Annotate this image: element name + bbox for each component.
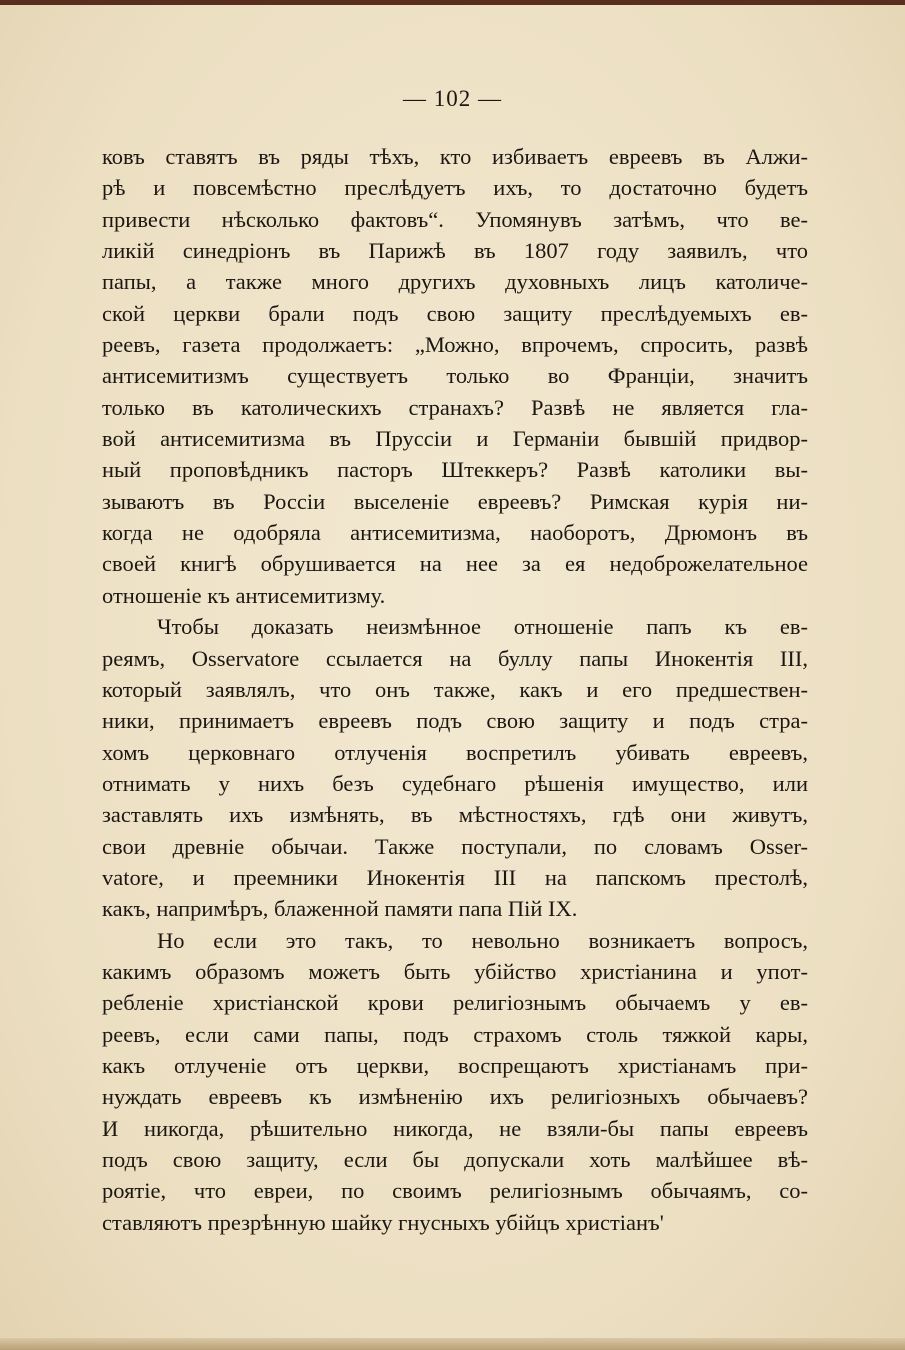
paragraph <box>102 925 808 1238</box>
text-line: папы, а также много другихъ духовныхъ лицъ католиче- <box>102 269 808 295</box>
text-line: вой антисемитизма въ Пруссіи и Германіи бывшій придвор- <box>102 426 808 452</box>
text-line: заставлять ихъ измѣнять, въ мѣстностяхъ, гдѣ они живутъ, <box>102 802 808 828</box>
text-line: отношеніе къ антисемитизму. <box>102 582 386 608</box>
text-line: Но если это такъ, то невольно возникаетъ вопросъ, <box>157 927 808 953</box>
text-line: какъ, напримѣръ, блаженной памяти папа Пій IX. <box>102 896 578 922</box>
text-line: своей книгѣ обрушивается на нее за ея недоброжелательное <box>102 551 808 577</box>
text-line: ликій синедріонъ въ Парижѣ въ 1807 году заявилъ, что <box>102 238 808 264</box>
text-line: привести нѣсколько фактовъ“. Упомянувъ затѣмъ, что ве- <box>102 206 808 232</box>
text-line: И никогда, рѣшительно никогда, не взяли-бы папы евреевъ <box>102 1115 808 1141</box>
text-line: ковъ ставятъ въ ряды тѣхъ, кто избиваетъ евреевъ въ Алжи- <box>102 144 808 169</box>
page-bottom-edge <box>0 1338 905 1350</box>
text-line: подъ свою защиту, если бы допускали хоть малѣйшее вѣ- <box>102 1147 808 1172</box>
page-top-edge <box>0 0 905 5</box>
body-text <box>102 141 808 1238</box>
text-line: зываютъ въ Россіи выселеніе евреевъ? Римская курія ни- <box>102 488 808 514</box>
text-line: хомъ церковнаго отлученія воспретилъ убивать евреевъ, <box>102 739 808 765</box>
text-line: ской церкви брали подъ свою защиту преслѣдуемыхъ ев- <box>102 300 808 326</box>
text-line: нуждать евреевъ къ измѣненію ихъ религіозныхъ обычаевъ? <box>102 1084 808 1110</box>
text-line: реевъ, если сами папы, подъ страхомъ столь тяжкой кары, <box>102 1021 808 1047</box>
text-line: роятіе, что евреи, по своимъ религіознымъ обычаямъ, со- <box>102 1178 808 1204</box>
text-line: свои древніе обычаи. Также поступали, по словамъ Osser- <box>102 833 808 859</box>
text-line: vatore, и преемники Инокентія III на папскомъ престолѣ, <box>102 864 808 890</box>
text-line: какимъ образомъ можетъ быть убійство христіанина и упот- <box>102 958 808 984</box>
text-line: какъ отлученіе отъ церкви, воспрещаютъ христіанамъ при- <box>102 1052 808 1078</box>
text-line: ники, принимаетъ евреевъ подъ свою защиту и подъ стра- <box>102 708 808 734</box>
text-line: антисемитизмъ существуетъ только во Франціи, значитъ <box>102 363 808 389</box>
text-line: ный проповѣдникъ пасторъ Штеккеръ? Развѣ католики вы- <box>102 457 808 483</box>
paragraph <box>102 611 808 924</box>
text-line: когда не одобряла антисемитизма, наоборотъ, Дрюмонъ въ <box>102 520 808 546</box>
text-line: отнимать у нихъ безъ судебнаго рѣшенія имущество, или <box>102 770 808 796</box>
text-line: который заявлялъ, что онъ также, какъ и его предшествен- <box>102 676 808 702</box>
text-line: реямъ, Osservatore ссылается на буллу папы Инокентія III, <box>102 645 808 671</box>
text-line: реевъ, газета продолжаетъ: „Можно, впрочемъ, спросить, развѣ <box>102 332 808 358</box>
text-line: ребленіе христіанской крови религіознымъ обычаемъ у ев- <box>102 990 808 1016</box>
text-line: только въ католическихъ странахъ? Развѣ не является гла- <box>102 394 808 420</box>
text-line: Чтобы доказать неизмѣнное отношеніе папъ къ ев- <box>157 614 808 640</box>
paragraph <box>102 141 808 611</box>
page-number: — 102 — <box>403 86 502 111</box>
text-line: ставляютъ презрѣнную шайку гнусныхъ убійцъ христіанъ' <box>102 1209 664 1235</box>
text-line: рѣ и повсемѣстно преслѣдуетъ ихъ, то достаточно будетъ <box>102 175 808 201</box>
